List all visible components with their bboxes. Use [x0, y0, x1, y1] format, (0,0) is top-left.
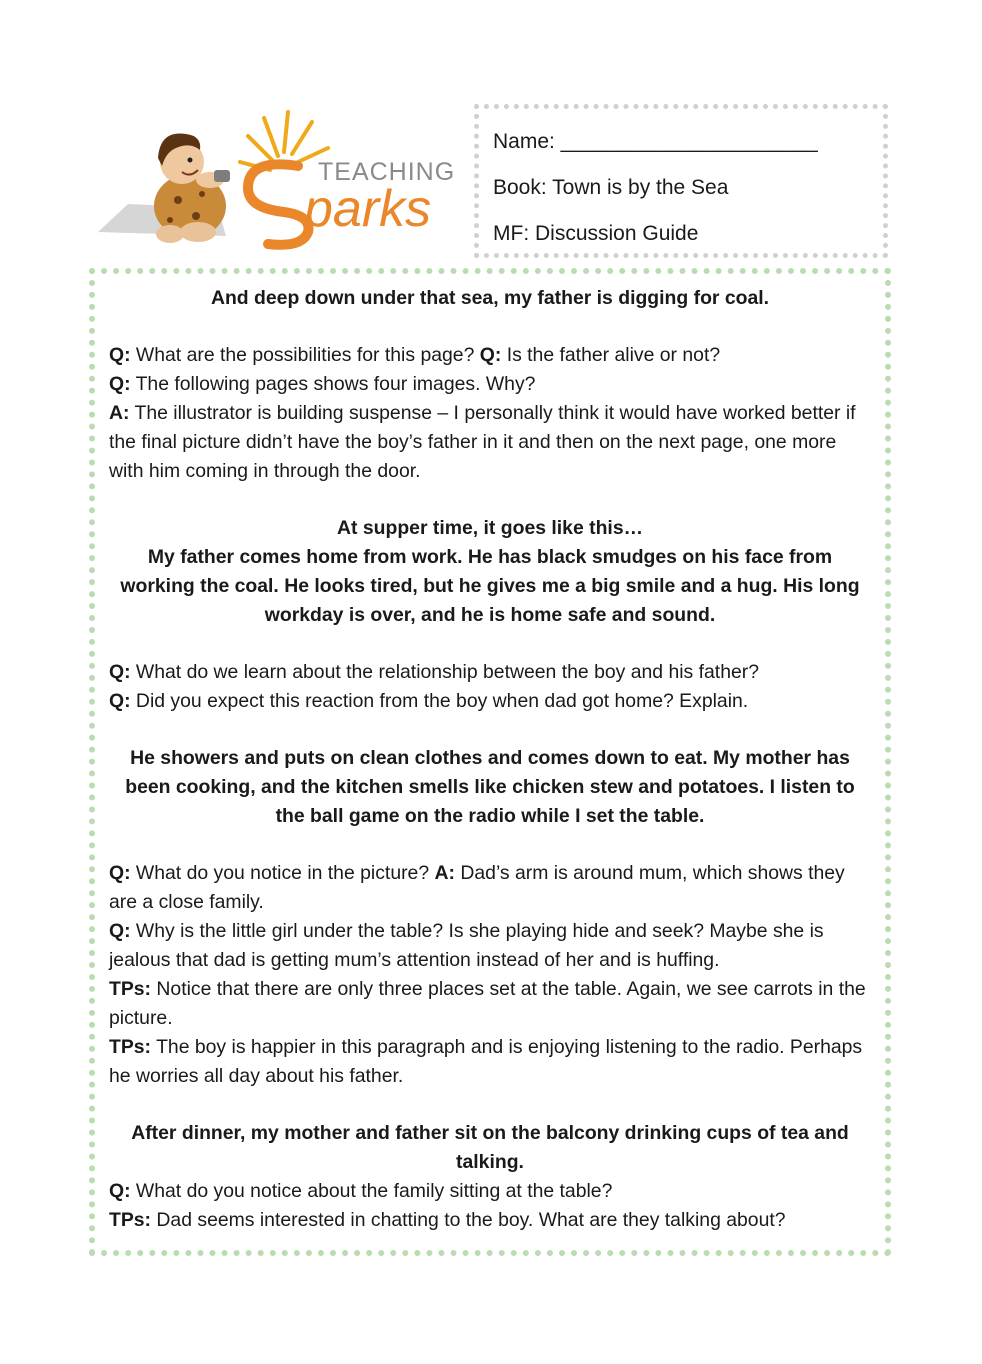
logo-teaching-text: TEACHING	[318, 158, 456, 186]
question-line: Q: What do you notice in the picture? A: Dad’s arm is around mum, which shows they are a close family.	[109, 862, 845, 913]
question-line: Q: Why is the little girl under the table? Is she playing hide and seek? Maybe she is jealous that dad is getting mum’s attention instead of her and is huffing.	[109, 920, 824, 971]
name-line: Name: ______________________	[493, 130, 818, 153]
teaching-sparks-logo	[98, 108, 468, 254]
question-line: Q: What do you notice about the family sitting at the table?	[109, 1180, 613, 1202]
book-quote-2: At supper time, it goes like this…	[337, 517, 643, 539]
book-quote-4: He showers and puts on clean clothes and comes down to eat. My mother has been cooking, and the kitchen smells like chicken stew and potatoes. I listen to the ball game on the radio while I set the table.	[125, 747, 855, 827]
caveman-mascot-icon	[98, 108, 468, 254]
book-line: Book: Town is by the Sea	[493, 176, 729, 199]
teaching-point-line: TPs: Notice that there are only three places set at the table. Again, we see carrots in the picture.	[109, 978, 866, 1029]
question-line: Q: Did you expect this reaction from the boy when dad got home? Explain.	[109, 690, 749, 712]
book-quote-1: And deep down under that sea, my father is digging for coal.	[210, 287, 770, 309]
question-line: Q: What do we learn about the relationship between the boy and his father?	[109, 661, 760, 683]
answer-line: A: The illustrator is building suspense – I personally think it would have worked better if the final picture didn’t have the boy’s father in it and then on the next page, one more with him coming in through the door.	[109, 402, 856, 482]
mf-line: MF: Discussion Guide	[493, 222, 699, 245]
book-quote-5: After dinner, my mother and father sit on the balcony drinking cups of tea and talking.	[131, 1122, 849, 1173]
question-line: Q: The following pages shows four images. Why?	[109, 373, 536, 395]
book-quote-3: My father comes home from work. He has black smudges on his face from working the coal. He looks tired, but he gives me a big smile and a hug. His long workday is over, and he is home safe and sound.	[120, 546, 860, 626]
discussion-guide-box	[89, 268, 891, 1256]
logo-sparks-text: parks	[304, 180, 432, 238]
question-line: Q: What are the possibilities for this page? Q: Is the father alive or not?	[109, 344, 721, 366]
student-info-box	[474, 104, 888, 258]
teaching-point-line: TPs: The boy is happier in this paragraph and is enjoying listening to the radio. Perhaps he worries all day about his father.	[109, 1036, 863, 1087]
teaching-point-line: TPs: Dad seems interested in chatting to the boy. What are they talking about?	[109, 1209, 786, 1231]
